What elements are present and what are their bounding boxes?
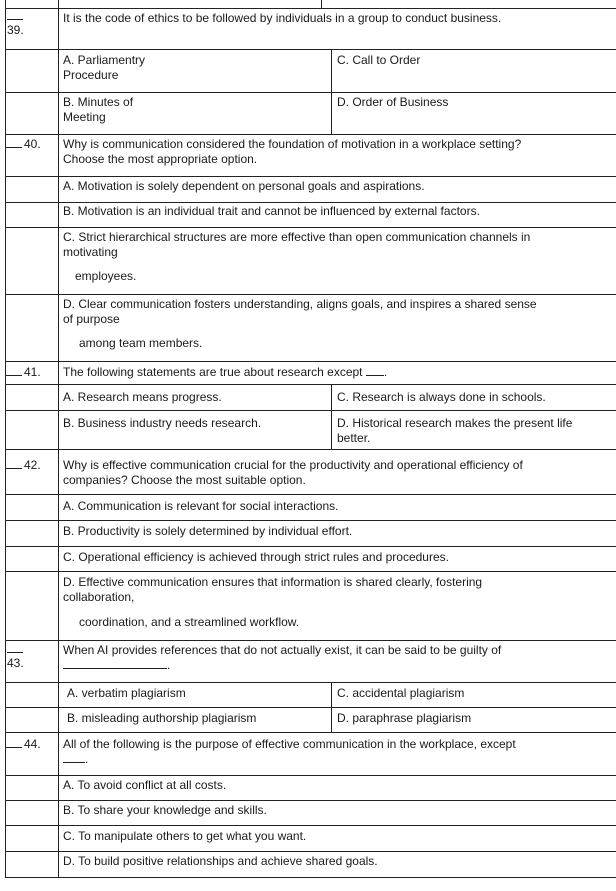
question-blank — [63, 752, 85, 763]
row-rule — [5, 732, 616, 733]
question-44-number: 44. — [6, 737, 41, 751]
question-blank — [63, 658, 167, 669]
q40-option-a: A. Motivation is solely dependent on personal goals and aspirations. — [63, 179, 425, 193]
question-39-text: It is the code of ethics to be followed by individuals in a group to conduct business. — [63, 11, 502, 25]
row-rule — [5, 384, 616, 385]
top-partial-divider — [321, 0, 322, 8]
question-43-number: 43. — [7, 644, 24, 670]
answer-blank[interactable] — [6, 458, 22, 469]
q40-option-b: B. Motivation is an individual trait and cannot be influenced by external factors. — [63, 204, 480, 218]
row-rule — [5, 494, 616, 495]
row-rule — [5, 546, 616, 547]
answer-blank[interactable] — [6, 737, 22, 748]
row-rule — [5, 775, 616, 776]
question-40-text: Why is communication considered the foundation of motivation in a workplace setting? Choose the most appropriate option. — [63, 137, 522, 166]
row-rule — [5, 520, 616, 521]
q44-option-c: C. To manipulate others to get what you want. — [63, 829, 307, 843]
row-rule — [5, 800, 616, 801]
row-rule — [5, 877, 616, 878]
q44-option-b: B. To share your knowledge and skills. — [63, 803, 267, 817]
q43-option-b: B. misleading authorship plagiarism — [67, 711, 257, 725]
q41-option-b: B. Business industry needs research. — [63, 416, 262, 430]
q43-option-d: D. paraphrase plagiarism — [337, 711, 472, 725]
row-rule — [5, 49, 616, 50]
question-42-number: 42. — [6, 458, 41, 472]
row-rule — [5, 361, 616, 362]
row-rule — [5, 682, 616, 683]
row-rule — [5, 707, 616, 708]
row-rule — [5, 176, 616, 177]
q43-option-a: A. verbatim plagiarism — [67, 686, 186, 700]
question-42-text: Why is effective communication crucial for the productivity and operational efficiency of companies? Choose the most suitable option. — [63, 458, 523, 487]
question-39-number: 39. — [7, 11, 24, 37]
q44-option-a: A. To avoid conflict at all costs. — [63, 778, 227, 792]
question-blank — [366, 365, 384, 376]
row-rule — [5, 227, 616, 228]
q40-option-d: D. Clear communication fosters understanding, aligns goals, and inspires a shared sense of purpose among team members. — [63, 297, 537, 350]
q42-option-b: B. Productivity is solely determined by individual effort. — [63, 524, 353, 538]
q39-option-d: D. Order of Business — [337, 95, 449, 109]
row-rule — [5, 851, 616, 852]
row-rule — [5, 8, 616, 9]
q43-option-c: C. accidental plagiarism — [337, 686, 465, 700]
row-rule — [5, 202, 616, 203]
q40-option-c: C. Strict hierarchical structures are more effective than open communication channels in motivating employees. — [63, 230, 531, 283]
q42-option-c: C. Operational efficiency is achieved through strict rules and procedures. — [63, 550, 449, 564]
row-rule — [5, 640, 616, 641]
q42-option-a: A. Communication is relevant for social interactions. — [63, 499, 339, 513]
row-rule — [5, 410, 616, 411]
row-rule — [5, 134, 616, 135]
answer-blank[interactable] — [6, 137, 22, 148]
q39-option-b: B. Minutes of Meeting — [63, 95, 134, 124]
row-rule — [5, 825, 616, 826]
question-40-number: 40. — [6, 137, 41, 151]
answer-blank[interactable] — [6, 365, 22, 376]
number-column-divider — [58, 0, 59, 878]
row-rule — [5, 92, 616, 93]
q39-option-c: C. Call to Order — [337, 53, 421, 67]
row-rule — [5, 571, 616, 572]
answer-blank[interactable] — [7, 11, 23, 20]
question-44-text: All of the following is the purpose of effective communication in the workplace, except . — [63, 737, 516, 766]
q41-option-a: A. Research means progress. — [63, 390, 222, 404]
q42-option-d: D. Effective communication ensures that information is shared clearly, fostering collaboration, coordination, and a streamlined workflow. — [63, 575, 483, 629]
q41-option-d: D. Historical research makes the present life better. — [337, 416, 573, 445]
question-43-text: When AI provides references that do not actually exist, it can be said to be guilty of . — [63, 643, 502, 672]
q41-option-c: C. Research is always done in schools. — [337, 390, 546, 404]
question-41-text: The following statements are true about research except . — [63, 365, 388, 379]
row-rule — [5, 294, 616, 295]
q44-option-d: D. To build positive relationships and achieve shared goals. — [63, 854, 378, 868]
q41-option-divider — [331, 384, 332, 449]
answer-blank[interactable] — [7, 644, 23, 653]
q39-option-a: A. Parliamentry Procedure — [63, 53, 146, 82]
row-rule — [5, 449, 616, 450]
question-41-number: 41. — [6, 365, 41, 379]
